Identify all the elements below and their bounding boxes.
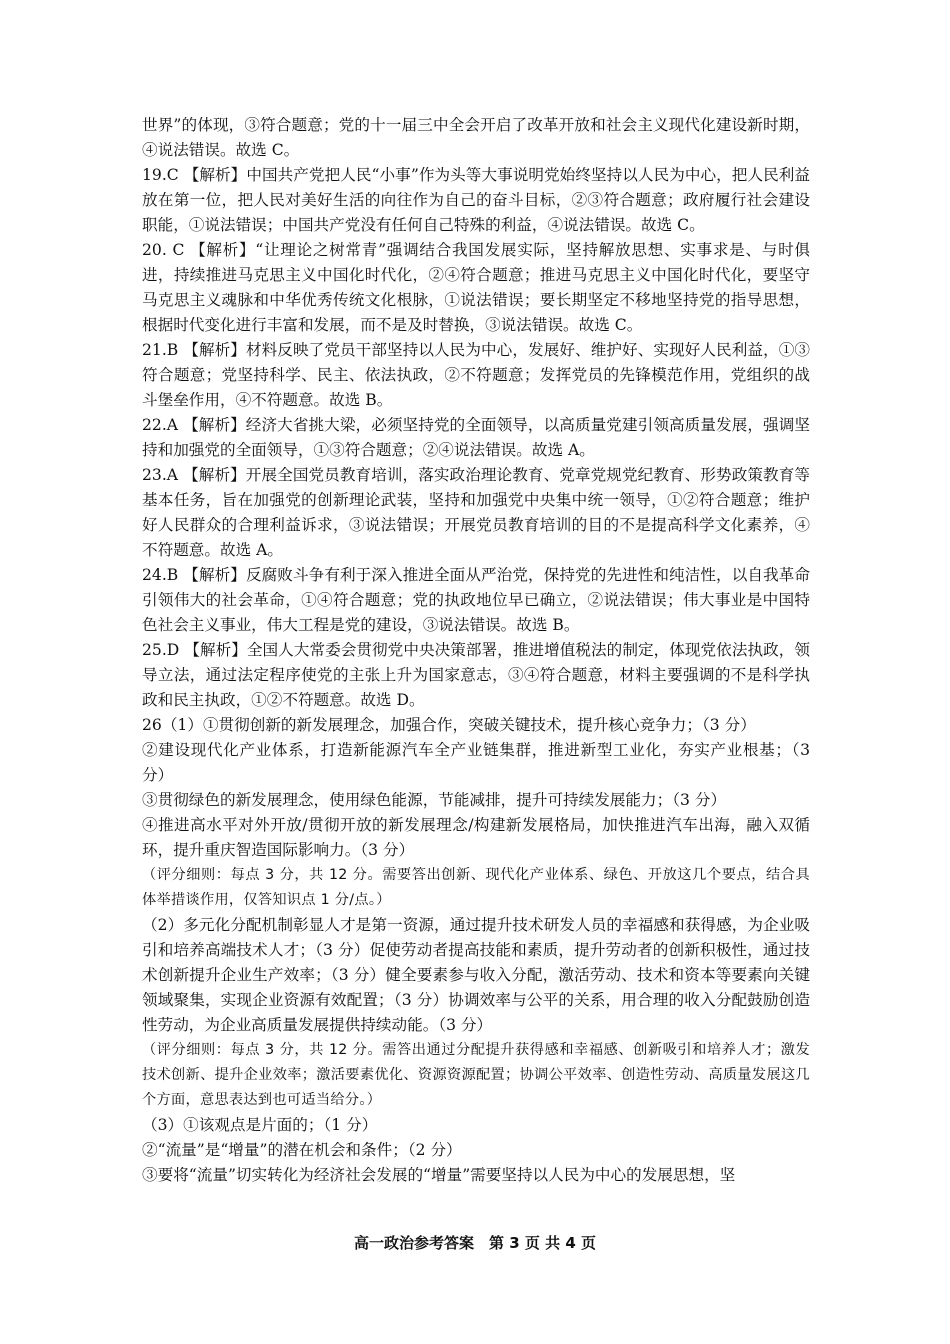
paragraph-q26-1-point3: ③贯彻绿色的新发展理念，使用绿色能源，节能减排，提升可持续发展能力；（3 分） bbox=[142, 791, 727, 809]
page-footer: 高一政治参考答案 第 3 页 共 4 页 bbox=[354, 1234, 596, 1252]
paragraph-q26-1-point4: ④推进高水平对外开放/贯彻开放的新发展理念/构建新发展格局，加快推进汽车出海，融入双循环，提升重庆智造国际影响力。（3 分） bbox=[142, 816, 810, 859]
paragraph-q18-continuation: 世界”的体现，③符合题意；党的十一届三中全会开启了改革开放和社会主义现代化建设新时期，④说法错误。故选 C。 bbox=[142, 116, 810, 159]
paragraph-q26-3-point2: ②“流量”是“增量”的潜在机会和条件；（2 分） bbox=[142, 1141, 462, 1159]
paragraph-q26-3-point3: ③要将“流量”切实转化为经济社会发展的“增量”需要坚持以人民为中心的发展思想，坚 bbox=[142, 1166, 736, 1184]
scoring-note-q26-2: （评分细则：每点 3 分，共 12 分。需答出通过分配提升获得感和幸福感、创新吸引和培养人才；激发技术创新、提升企业效率；激活要素优化、资源资源配置；协调公平效率、创造性劳动、高质量发展这几个方面，意思表达到也可适当给分。） bbox=[142, 1042, 810, 1108]
answer-key-body bbox=[142, 113, 810, 1188]
paragraph-q23: 23.A 【解析】开展全国党员教育培训，落实政治理论教育、党章党规党纪教育、形势政策教育等基本任务，旨在加强党的创新理论武装，坚持和加强党中央集中统一领导，①②符合题意；维护好人民群众的合理利益诉求，③说法错误；开展党员教育培训的目的不是提高科学文化素养，④不符题意。故选 A。 bbox=[142, 466, 810, 559]
paragraph-q20: 20. C 【解析】“让理论之树常青”强调结合我国发展实际，坚持解放思想、实事求是、与时俱进，持续推进马克思主义中国化时代化，②④符合题意；推进马克思主义中国化时代化，要坚守马克思主义魂脉和中华优秀传统文化根脉，①说法错误；要长期坚定不移地坚持党的指导思想，根据时代变化进行丰富和发展，而不是及时替换，③说法错误。故选 C。 bbox=[142, 241, 810, 334]
paragraph-q19: 19.C 【解析】中国共产党把人民“小事”作为头等大事说明党始终坚持以人民为中心，把人民利益放在第一位，把人民对美好生活的向往作为自己的奋斗目标，②③符合题意；政府履行社会建设职能，①说法错误；中国共产党没有任何自己特殊的利益，④说法错误。故选 C。 bbox=[142, 166, 810, 234]
paragraph-q22: 22.A 【解析】经济大省挑大梁，必须坚持党的全面领导，以高质量党建引领高质量发展，强调坚持和加强党的全面领导，①③符合题意；②④说法错误。故选 A。 bbox=[142, 416, 810, 459]
scoring-note-q26-1: （评分细则：每点 3 分，共 12 分。需要答出创新、现代化产业体系、绿色、开放这几个要点，结合具体举措谈作用，仅答知识点 1 分/点。） bbox=[142, 867, 810, 908]
paragraph-q26-1-point2: ②建设现代化产业体系，打造新能源汽车全产业链集群，推进新型工业化，夯实产业根基；（3 分） bbox=[142, 741, 810, 784]
paragraph-q26-2: （2）多元化分配机制彰显人才是第一资源，通过提升技术研发人员的幸福感和获得感，为企业吸引和培养高端技术人才；（3 分）促使劳动者提高技能和素质，提升劳动者的创新积极性，通过技术创新提升企业生产效率；（3 分）健全要素参与收入分配，激活劳动、技术和资本等要素向关键领域聚集，实现企业资源有效配置；（3 分）协调效率与公平的关系，用合理的收入分配鼓励创造性劳动，为企业高质量发展提供持续动能。（3 分） bbox=[142, 916, 810, 1034]
paragraph-q21: 21.B 【解析】材料反映了党员干部坚持以人民为中心，发展好、维护好、实现好人民利益，①③符合题意；党坚持科学、民主、依法执政，②不符题意；发挥党员的先锋模范作用，党组织的战斗堡垒作用，④不符题意。故选 B。 bbox=[142, 341, 810, 409]
paragraph-q26-3-point1: （3）①该观点是片面的；（1 分） bbox=[142, 1116, 378, 1134]
paragraph-q25: 25.D 【解析】全国人大常委会贯彻党中央决策部署，推进增值税法的制定，体现党依法执政，领导立法，通过法定程序使党的主张上升为国家意志，③④符合题意，材料主要强调的不是科学执政和民主执政，①②不符题意。故选 D。 bbox=[142, 641, 810, 709]
paragraph-q24: 24.B 【解析】反腐败斗争有利于深入推进全面从严治党，保持党的先进性和纯洁性，以自我革命引领伟大的社会革命，①④符合题意；党的执政地位早已确立，②说法错误；伟大事业是中国特色社会主义事业，伟大工程是党的建设，③说法错误。故选 B。 bbox=[142, 566, 810, 634]
paragraph-q26-1-point1: 26（1）①贯彻创新的新发展理念，加强合作，突破关键技术，提升核心竞争力；（3 分） bbox=[142, 716, 756, 734]
